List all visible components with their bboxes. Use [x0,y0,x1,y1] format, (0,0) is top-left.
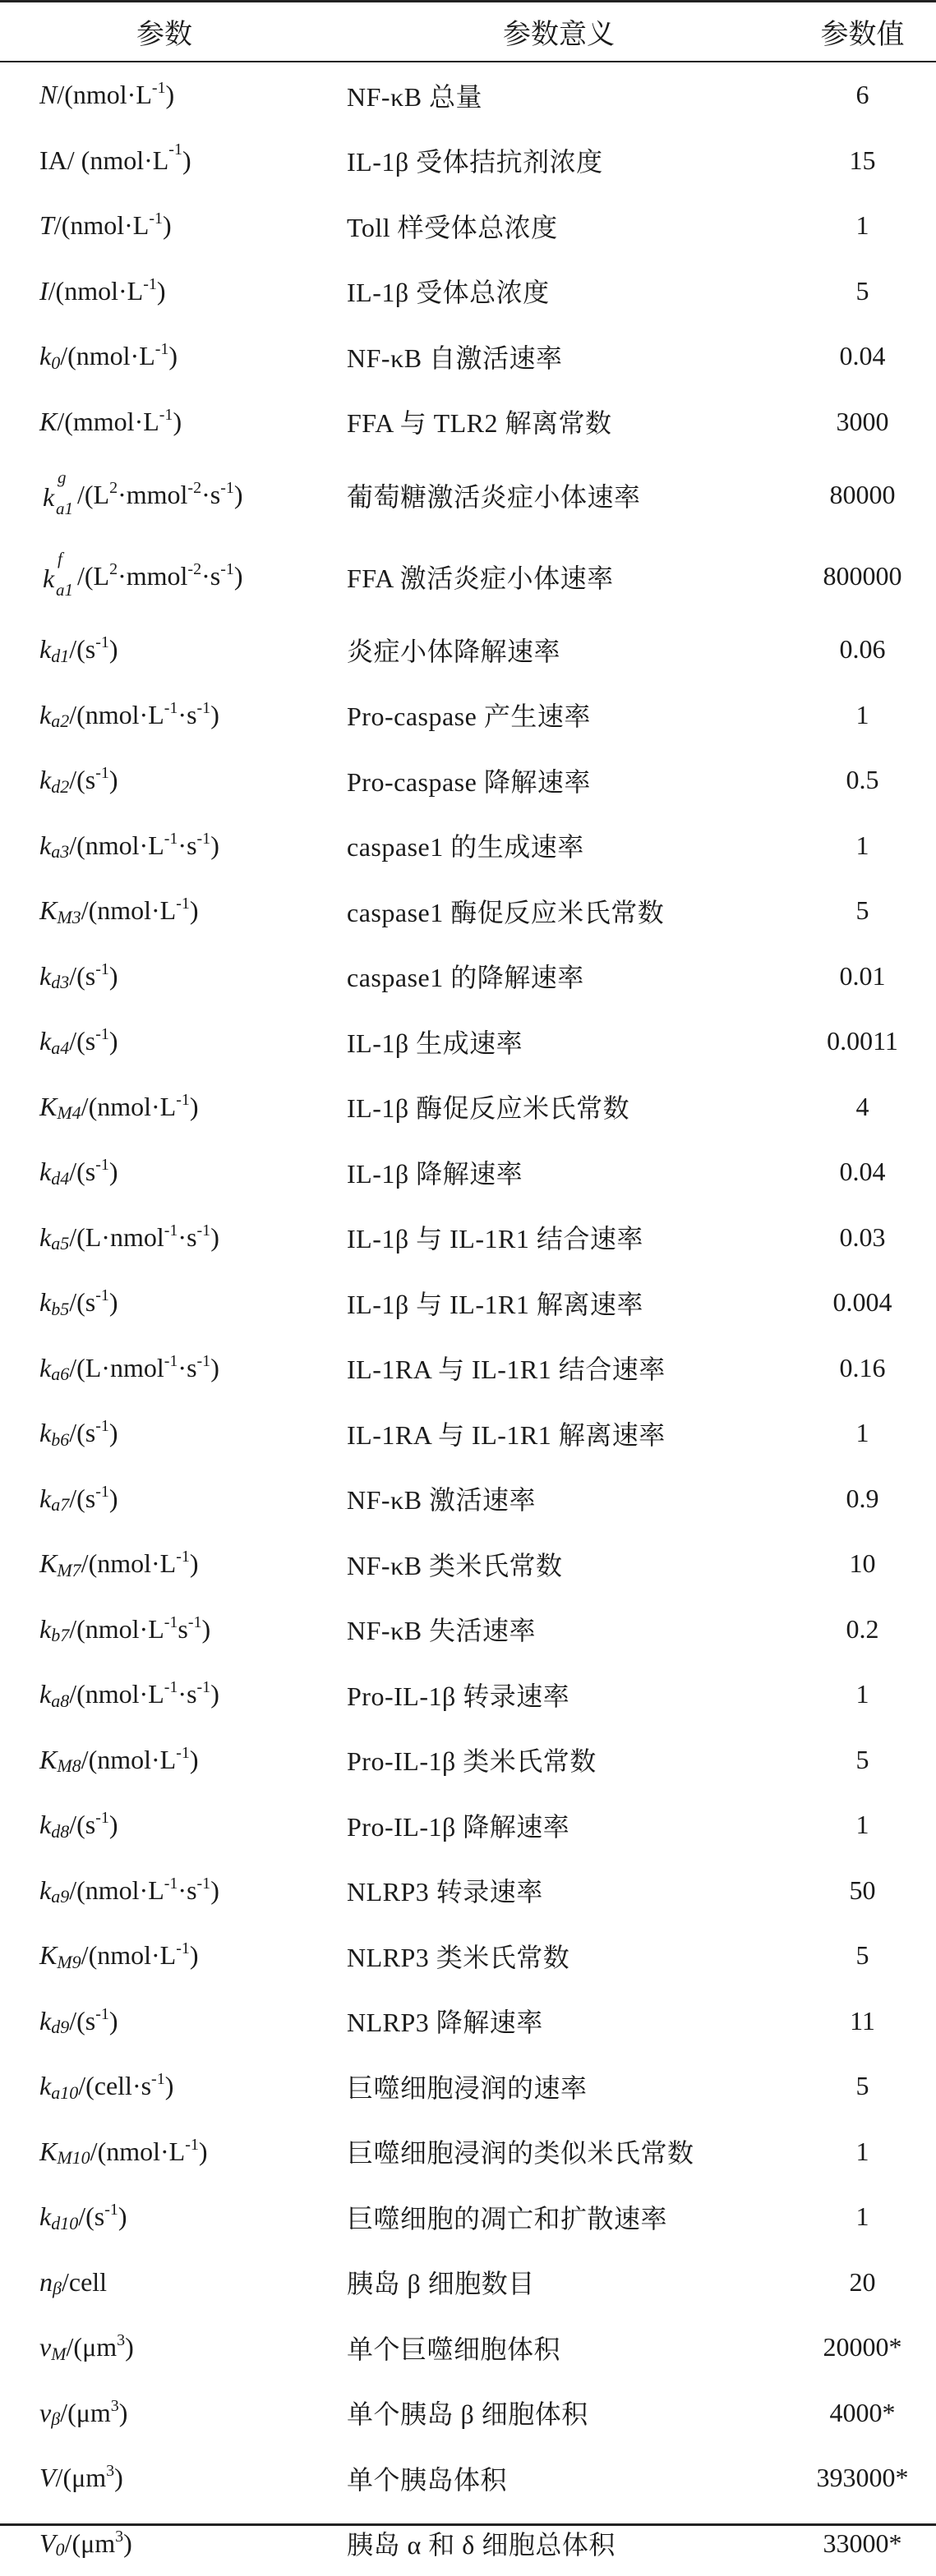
parameter-value: 11 [789,1989,936,2054]
parameter-meaning: IL-1β 与 IL-1R1 解离速率 [347,1270,643,1336]
parameter-symbol: k d2 $/(s^{-1})$ [39,748,118,813]
parameter-value: 20 [789,2250,936,2316]
parameter-symbol: K M3 $/(nmol\cdot L^{-1})$ [39,878,199,944]
header-value: 参数值 [789,2,936,61]
parameter-symbol: K M4 $/(nmol\cdot L^{-1})$ [39,1074,199,1140]
parameter-value: 10 [789,1531,936,1597]
parameter-value: 20000* [789,2315,936,2380]
parameter-value: 5 [789,1727,936,1793]
parameter-symbol: k d3 $/(s^{-1})$ [39,944,118,1010]
table-header-row [0,2,936,61]
table-row [0,1074,936,1140]
parameter-symbol: k b5 $/(s^{-1})$ [39,1270,118,1336]
parameter-value: 0.2 [789,1597,936,1663]
table-row [0,1531,936,1597]
parameter-symbol: k 0 $/(nmol\cdot L^{-1})$ [39,324,178,389]
table-row [0,2380,936,2446]
parameter-value: 0.9 [789,1466,936,1532]
parameter-symbol: K $/(mmol\cdot L^{-1})$ [39,389,182,455]
parameter-value: 0.06 [789,617,936,683]
parameter-value: 33000* [789,2511,936,2576]
parameter-value: 5 [789,2054,936,2119]
table-row [0,1792,936,1858]
parameter-symbol: k d10 $/(s^{-1})$ [39,2184,127,2250]
parameter-symbol: k a10 $/(cell\cdot s^{-1})$ [39,2054,173,2119]
parameter-meaning: NLRP3 降解速率 [347,1989,543,2054]
parameter-symbol: v M $/(\mu m^3)$ [39,2315,134,2380]
parameter-symbol: k a5 $/(L\cdot nmol^{-1}\cdot s^{-1})$ [39,1205,219,1271]
parameter-meaning: Toll 样受体总浓度 [347,193,558,259]
parameter-value: 5 [789,1923,936,1989]
table-row [0,193,936,259]
parameter-value: 1 [789,2119,936,2185]
parameter-meaning: FFA 与 TLR2 解离常数 [347,389,612,455]
parameter-symbol: K M8 $/(nmol\cdot L^{-1})$ [39,1727,199,1793]
parameter-symbol: k b6 $/(s^{-1})$ [39,1401,118,1466]
table-row [0,389,936,455]
parameter-meaning: FFA 激活炎症小体速率 [347,536,614,617]
parameter-meaning: Pro-IL-1β 转录速率 [347,1662,569,1727]
parameter-symbol: K M10 $/(nmol\cdot L^{-1})$ [39,2119,208,2185]
parameter-meaning: NLRP3 类米氏常数 [347,1923,569,1989]
parameter-value: 6 [789,62,936,128]
parameter-value: 0.5 [789,748,936,813]
table-row [0,1727,936,1793]
table-row [0,944,936,1010]
table-row [0,2511,936,2576]
table-row [0,813,936,879]
header-parameter: 参数 [0,2,329,61]
parameter-symbol: IA/ (nmol·L -1 ) [39,128,191,194]
parameter-value: 15 [789,128,936,194]
parameter-meaning: 巨噬细胞的凋亡和扩散速率 [347,2184,667,2250]
parameter-value: 800000 [789,536,936,617]
parameter-value: 50 [789,1858,936,1924]
parameter-value: 0.03 [789,1205,936,1271]
parameter-symbol: V $/(\mu m^3)$ [39,2445,123,2511]
table-row [0,454,936,536]
parameter-meaning: NF-κB 失活速率 [347,1597,536,1663]
parameter-value: 1 [789,683,936,748]
table-row [0,1989,936,2054]
parameter-value: 0.0011 [789,1009,936,1074]
header-meaning: 参数意义 [329,2,789,61]
parameter-symbol: k a3 $/(nmol\cdot L^{-1}\cdot s^{-1})$ [39,813,219,879]
table-row [0,1401,936,1466]
table-row [0,1597,936,1663]
parameter-meaning: IL-1β 受体总浓度 [347,259,550,324]
parameter-meaning: 胰岛 β 细胞数目 [347,2250,535,2316]
table-row [0,748,936,813]
parameter-meaning: Pro-IL-1β 类米氏常数 [347,1727,597,1793]
parameter-symbol: K M7 $/(nmol\cdot L^{-1})$ [39,1531,199,1597]
table-row [0,1009,936,1074]
table-row [0,536,936,617]
parameter-meaning: IL-1β 生成速率 [347,1009,523,1074]
parameter-meaning: NF-κB 总量 [347,62,482,128]
parameter-value: 1 [789,1792,936,1858]
parameter-meaning: 葡萄糖激活炎症小体速率 [347,454,641,536]
parameter-meaning: IL-1β 与 IL-1R1 结合速率 [347,1205,643,1271]
parameter-value: 5 [789,259,936,324]
parameter-meaning: NF-κB 类米氏常数 [347,1531,563,1597]
parameter-meaning: 巨噬细胞浸润的速率 [347,2054,588,2119]
parameter-meaning: Pro-IL-1β 降解速率 [347,1792,569,1858]
parameter-symbol: k d9 $/(s^{-1})$ [39,1989,118,2054]
table-row [0,2184,936,2250]
table-row [0,2250,936,2316]
table-row [0,1923,936,1989]
parameter-meaning: IL-1RA 与 IL-1R1 解离速率 [347,1401,666,1466]
parameter-meaning: caspase1 的降解速率 [347,944,584,1010]
parameter-symbol: k g a1 $/(L^2\cdot mmol^{-2}\cdot s^{-1})$ [39,454,243,536]
parameter-meaning: NF-κB 自激活速率 [347,324,563,389]
parameter-value: 0.04 [789,1139,936,1205]
parameter-meaning: Pro-caspase 产生速率 [347,683,591,748]
parameter-meaning: 单个胰岛体积 [347,2445,507,2511]
parameter-symbol: k d8 $/(s^{-1})$ [39,1792,118,1858]
parameter-symbol: k a7 $/(s^{-1})$ [39,1466,118,1532]
parameter-meaning: 单个胰岛 β 细胞体积 [347,2380,588,2446]
parameter-value: 80000 [789,454,936,536]
table-row [0,2315,936,2380]
parameter-value: 1 [789,2184,936,2250]
parameter-value: 5 [789,878,936,944]
parameter-meaning: IL-1RA 与 IL-1R1 结合速率 [347,1336,666,1401]
parameter-symbol: k d1 $/(s^{-1})$ [39,617,118,683]
parameter-value: 4000* [789,2380,936,2446]
parameter-value: 0.01 [789,944,936,1010]
parameter-meaning: 胰岛 α 和 δ 细胞总体积 [347,2511,616,2576]
table-row [0,1139,936,1205]
parameter-value: 393000* [789,2445,936,2511]
parameter-symbol: k f a1 $/(L^2\cdot mmol^{-2}\cdot s^{-1})$ [39,536,243,617]
table-row [0,617,936,683]
parameter-symbol: k a8 $/(nmol\cdot L^{-1}\cdot s^{-1})$ [39,1662,219,1727]
parameter-symbol: k d4 $/(s^{-1})$ [39,1139,118,1205]
parameter-value: 1 [789,1662,936,1727]
table-row [0,1205,936,1271]
table-row [0,1466,936,1532]
table-row [0,878,936,944]
parameter-meaning: IL-1β 降解速率 [347,1139,523,1205]
table-bottom-rule [0,2523,936,2526]
parameter-symbol: V 0 $/(\mu m^3)$ [39,2511,132,2576]
parameter-symbol: I $/(nmol\cdot L^{-1})$ [39,259,166,324]
parameter-meaning: 巨噬细胞浸润的类似米氏常数 [347,2119,694,2185]
parameter-value: 3000 [789,389,936,455]
parameter-symbol: k b7 $/(nmol\cdot L^{-1}s^{-1})$ [39,1597,210,1663]
parameter-meaning: IL-1β 酶促反应米氏常数 [347,1074,629,1140]
parameter-symbol: K M9 $/(nmol\cdot L^{-1})$ [39,1923,199,1989]
parameter-meaning: 炎症小体降解速率 [347,617,560,683]
table-row [0,1858,936,1924]
table-row [0,324,936,389]
parameter-meaning: caspase1 的生成速率 [347,813,584,879]
parameter-meaning: caspase1 酶促反应米氏常数 [347,878,664,944]
parameter-symbol: T $/(nmol\cdot L^{-1})$ [39,193,172,259]
parameter-meaning: 单个巨噬细胞体积 [347,2315,560,2380]
table-row [0,2119,936,2185]
table-row [0,1662,936,1727]
parameter-symbol: k a4 $/(s^{-1})$ [39,1009,118,1074]
parameter-meaning: Pro-caspase 降解速率 [347,748,591,813]
parameter-meaning: NF-κB 激活速率 [347,1466,536,1532]
table-row [0,62,936,128]
parameter-value: 4 [789,1074,936,1140]
parameter-value: 1 [789,1401,936,1466]
parameter-symbol: k a6 $/(L\cdot nmol^{-1}\cdot s^{-1})$ [39,1336,219,1401]
parameter-value: 0.16 [789,1336,936,1401]
table-row [0,259,936,324]
parameter-symbol: k a2 $/(nmol\cdot L^{-1}\cdot s^{-1})$ [39,683,219,748]
parameter-meaning: NLRP3 转录速率 [347,1858,543,1924]
parameter-value: 1 [789,813,936,879]
parameter-symbol: n β /cell [39,2250,107,2316]
parameter-symbol: v β $/(\mu m^3)$ [39,2380,127,2446]
parameter-meaning: IL-1β 受体拮抗剂浓度 [347,128,603,194]
table-row [0,683,936,748]
table-row [0,2445,936,2511]
table-row [0,1270,936,1336]
parameter-symbol: k a9 $/(nmol\cdot L^{-1}\cdot s^{-1})$ [39,1858,219,1924]
parameter-symbol: N $/(nmol\cdot L^{-1})$ [39,62,174,128]
table-row [0,1336,936,1401]
table-row [0,128,936,194]
parameter-value: 0.04 [789,324,936,389]
parameter-value: 1 [789,193,936,259]
table-row [0,2054,936,2119]
parameter-value: 0.004 [789,1270,936,1336]
